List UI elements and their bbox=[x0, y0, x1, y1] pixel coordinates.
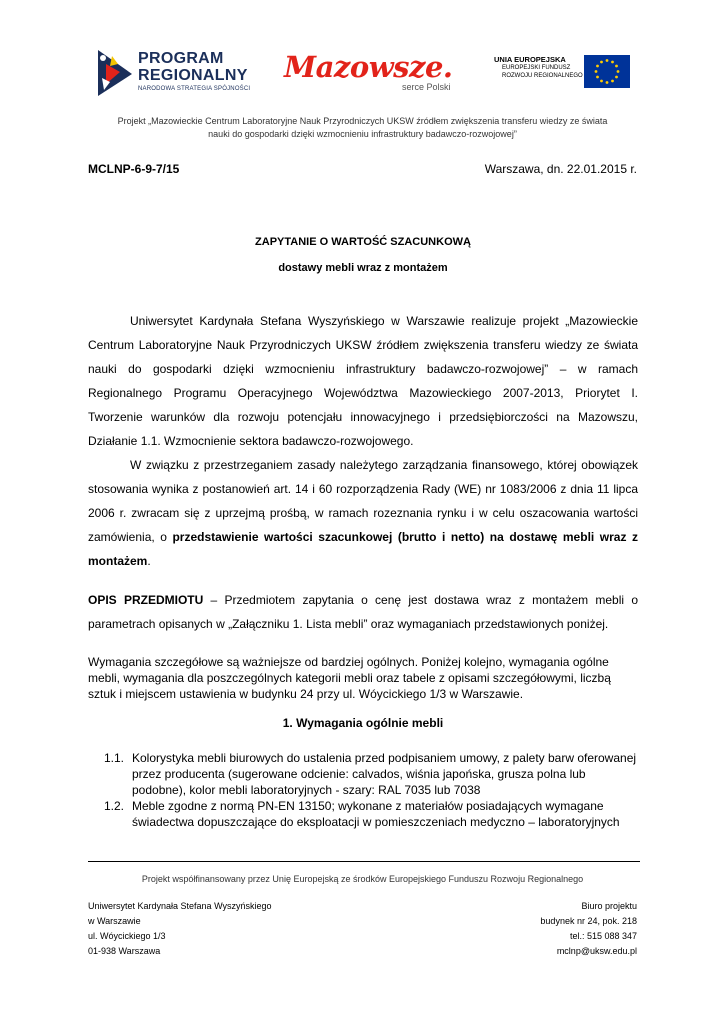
address-line: w Warszawie bbox=[88, 916, 141, 926]
list-item-text: Kolorystyka mebli biurowych do ustalenia przed podpisaniem umowy, z palety barw oferowanej przez producenta (sugerowane odcienie: calvados, wiśnia japońska, grusza polna lub podobne), kolor mebli laboratoryjnych - szary: RAL 7035 lub 7038 bbox=[132, 751, 637, 797]
list-item-text: Meble zgodne z normą PN-EN 13150; wykonane z materiałów posiadających wymagane świadectwa dopuszczające do eksploatacji w pomieszczeniach medyczno – laboratoryjnych bbox=[132, 799, 620, 829]
document-subtitle: dostawy mebli wraz z montażem bbox=[278, 262, 448, 274]
request-paragraph bbox=[88, 453, 638, 573]
eu-logo-title: UNIA EUROPEJSKA bbox=[494, 55, 566, 64]
program-regionalny-logo bbox=[92, 44, 262, 98]
mazowsze-wordmark: Mazowsze. bbox=[284, 50, 453, 84]
document-title: ZAPYTANIE O WARTOŚĆ SZACUNKOWĄ bbox=[255, 236, 471, 248]
requirements-list bbox=[104, 750, 638, 830]
request-text: W związku z przestrzeganiem zasady należytego zarządzania finansowego, której obowiązek stosowania wynika z postanowień art. 14 i 60 rozporządzenia Rady (WE) nr 1083/2006 z dnia 11 lipca 2006 r. zwracam się z uprzejmą prośbą, w ramach rozeznania rynku i w celu oszacowania wartości zamówienia, o bbox=[88, 458, 638, 544]
eu-logo bbox=[494, 55, 634, 95]
subject-paragraph bbox=[88, 588, 638, 636]
request-emphasis: przedstawienie wartości szacunkowej (brutto i netto) na dostawę mebli wraz z montażem bbox=[88, 530, 638, 568]
section-heading: 1. Wymagania ogólnie mebli bbox=[282, 716, 444, 730]
address-line: 01-938 Warszawa bbox=[88, 946, 161, 956]
program-logo-line1: PROGRAM bbox=[138, 50, 224, 67]
list-item-number: 1.1. bbox=[104, 751, 125, 765]
footer-divider bbox=[88, 861, 640, 862]
contact-line: budynek nr 24, pok. 218 bbox=[540, 916, 637, 926]
eu-logo-line3: ROZWOJU REGIONALNEGO bbox=[502, 72, 583, 79]
project-header-line2: nauki do gospodarki dzięki wzmocnieniu infrastruktury badawczo-rozwojowej” bbox=[208, 129, 517, 139]
list-item-number: 1.2. bbox=[104, 799, 125, 813]
intro-paragraph: Uniwersytet Kardynała Stefana Wyszyńskiego w Warszawie realizuje projekt „Mazowieckie Centrum Laboratoryjne Nauk Przyrodniczych UKSW źródłem zwiększenia transferu wiedzy ze świata nauki do gospodarki dzięki wzmocnieniu infrastruktury badawczo-rozwojowej” – w ramach Regionalnego Programu Operacyjnego Województwa Mazowieckiego 2007-2013, Priorytet I. Tworzenie warunków dla rozwoju potencjału innowacyjnego i przedsiębiorczości na Mazowszu, Działanie 1.1. Wzmocnienie sektora badawczo-rozwojowego. bbox=[88, 314, 638, 448]
program-regionalny-emblem-icon bbox=[92, 44, 136, 98]
contact-line: Biuro projektu bbox=[581, 901, 637, 911]
mazowsze-logo bbox=[284, 50, 459, 94]
mazowsze-tagline: serce Polski bbox=[402, 82, 451, 92]
contact-line: tel.: 515 088 347 bbox=[569, 931, 637, 941]
contact-email[interactable]: mclnp@uksw.edu.pl bbox=[556, 946, 637, 956]
cofinancing-note: Projekt współfinansowany przez Unię Europejską ze środków Europejskiego Funduszu Rozwoju Regionalnego bbox=[141, 874, 584, 884]
address-line: Uniwersytet Kardynała Stefana Wyszyńskiego bbox=[88, 901, 272, 911]
request-end: . bbox=[147, 554, 151, 568]
eu-flag-icon bbox=[584, 55, 630, 88]
document-reference: MCLNP-6-9-7/15 bbox=[88, 162, 180, 176]
project-header-text bbox=[60, 115, 665, 141]
document-date: Warszawa, dn. 22.01.2015 r. bbox=[484, 162, 637, 176]
address-line: ul. Wóycickiego 1/3 bbox=[88, 931, 166, 941]
list-item bbox=[104, 750, 638, 798]
requirements-intro: Wymagania szczegółowe są ważniejsze od bardziej ogólnych. Poniżej kolejno, wymagania ogólne mebli, wymagania dla poszczególnych kategorii mebli oraz tabele z opisami szczegółowymi, liczbą sztuk i miejscem ustawienia w budynku 24 przy ul. Wóycickiego 1/3 w Warszawie. bbox=[88, 655, 611, 701]
subject-heading: OPIS PRZEDMIOTU bbox=[88, 593, 204, 607]
program-logo-line2: REGIONALNY bbox=[138, 67, 248, 84]
program-logo-subtitle: NARODOWA STRATEGIA SPÓJNOŚCI bbox=[138, 86, 251, 92]
list-item bbox=[104, 798, 638, 830]
eu-logo-line2: EUROPEJSKI FUNDUSZ bbox=[502, 65, 571, 71]
project-header-line1: Projekt „Mazowieckie Centrum Laboratoryjne Nauk Przyrodniczych UKSW źródłem zwiększenia transferu wiedzy ze świata bbox=[117, 116, 608, 126]
project-office-contact bbox=[540, 899, 637, 959]
university-address bbox=[88, 899, 272, 959]
subject-text: – Przedmiotem zapytania o cenę jest dostawa wraz z montażem mebli o parametrach opisanych w „Załączniku 1. Lista mebli” oraz wymaganiach przedstawionych poniżej. bbox=[88, 593, 638, 631]
